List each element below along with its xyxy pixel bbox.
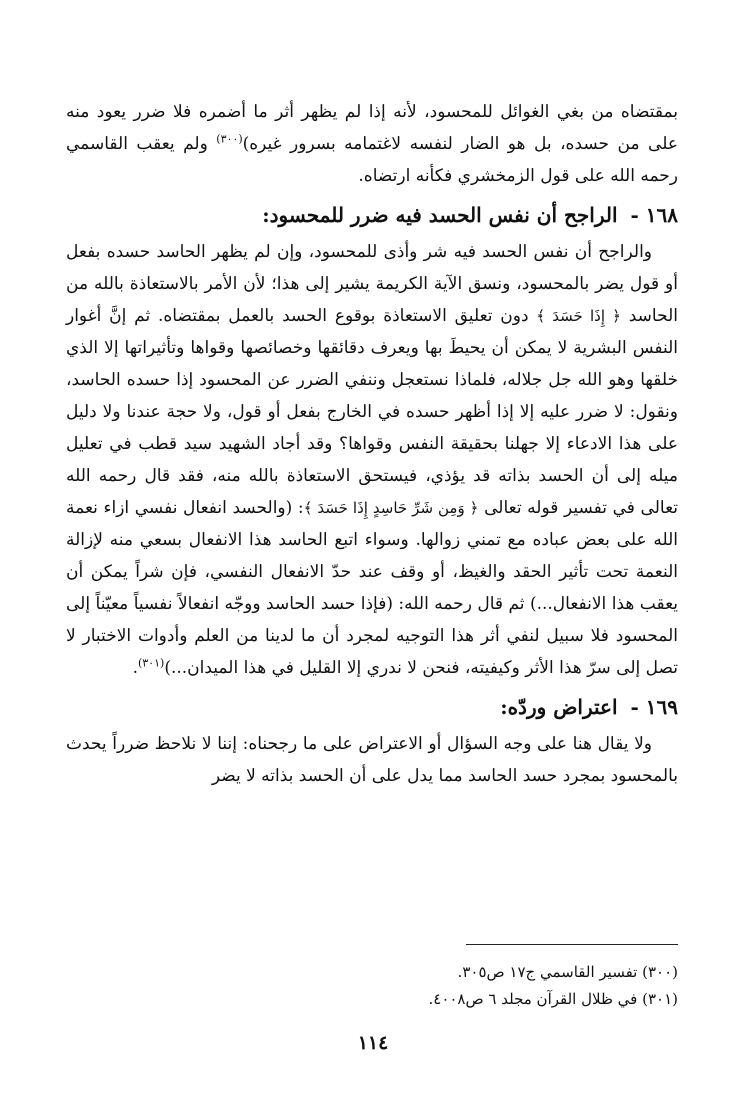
section-title-169: اعتراض وردّه: bbox=[500, 695, 618, 719]
footnote-ref-300[interactable]: (٣٠٠) bbox=[216, 132, 243, 146]
footnote-ref-301[interactable]: (٣٠١) bbox=[138, 656, 165, 670]
page-body bbox=[66, 96, 678, 1086]
page-number: ١١٤ bbox=[357, 1032, 389, 1054]
paragraph-2-text-c: : (والحسد انفعال نفسي ازاء نعمة الله على بعض عباده مع تمني زوالها. وسواء اتبع الحاسد هذا الانفعال بسعي منه لإزالة النعمة تحت تأثير الحقد والغيظ، أو وقف عند حدّ الانفعال النفسي، فإن شراً يمكن أن يعقب هذا الانفعال...) ثم قال رحمه الله: (فإذا حسد الحاسد ووجّه انفعالاً نفسياً معيّناً إلى المحسود فلا سبيل لنفي أثر هذا التوجيه لمجرد أن ما لدينا من العلم وأدوات الاختبار لا تصل إلى سرّ هذا الأثر وكيفيته، فنحن لا ندري إلا القليل في هذا الميدان...) bbox=[66, 498, 678, 678]
paragraph-2-text-b: دون تعليق الاستعاذة بوقوع الحسد بالعمل بمقتضاه. ثم إنَّ أغوار النفس البشرية لا يمكن أن يحيطَ بها ويعرف دقائقها وخصائصها وقواها وتأثيراتها إلا الذي خلقها وهو الله جل جلاله، فلماذا نستعجل وننفي الضرر عن المحسود إذا حسده الحاسد، ونقول: لا ضرر عليه إلا إذا أظهر حسده في الخارج بفعل أو قول، ولا حجة عندنا ولا دليل على هذا الادعاء إلا جهلنا بحقيقة النفس وقواها؟ وقد أجاد الشهيد سيد قطب في تعليل ميله إلى أن الحسد بذاته قد يؤذي، فيستحق الاستعاذة بالله منه، فقد قال رحمه الله تعالى في تفسير قوله تعالى bbox=[66, 306, 679, 518]
footnote-301: (٣٠١) في ظلال القرآن مجلد ٦ ص٤٠٠٨. bbox=[428, 990, 678, 1008]
footnotes bbox=[66, 944, 678, 1013]
paragraph-2-end: . bbox=[132, 658, 138, 678]
paragraph-1-tail: ولم يعقب القاسمي رحمه الله على قول الزمخشري فكأنه ارتضاه. bbox=[66, 134, 678, 186]
paragraph-3: ولا يقال هنا على وجه السؤال أو الاعتراض على ما رجحناه: إننا لا نلاحظ ضرراً يحدث بالمحسود بمجرد حسد الحاسد مما يدل على أن الحسد بذاته لا يضر bbox=[66, 734, 678, 786]
section-title-168: الراجح أن نفس الحسد فيه ضرر للمحسود: bbox=[262, 203, 618, 227]
paragraph-2 bbox=[66, 236, 678, 684]
footnote-divider bbox=[466, 944, 678, 945]
section-number-168: ١٦٨ - bbox=[630, 203, 678, 227]
footnote-300: (٣٠٠) تفسير القاسمي ج١٧ ص٣٠٥. bbox=[457, 963, 678, 981]
section-heading-169 bbox=[66, 690, 678, 724]
paragraph-1-text: بمقتضاه من بغي الغوائل للمحسود، لأنه إذا لم يظهر أثر ما أضمره فلا ضرر يعود منه على من حسده، بل هو الضار لنفسه لاغتمامه بسرور غيره) bbox=[66, 102, 678, 154]
quran-quote-2: ﴿ وَمِن شَرِّ حَاسِدٍ إِذَا حَسَدَ ﴾ bbox=[303, 499, 479, 517]
paragraph-1 bbox=[66, 96, 678, 192]
paragraph-2-text-a: والراجح أن نفس الحسد فيه شر وأذى للمحسود، وإن لم يظهر الحاسد حسده بفعل أو قول يضر بالمحسود، ونسق الآية الكريمة يشير إلى هذا؛ لأن الأمر بالاستعاذة بالله من الحاسد bbox=[66, 242, 678, 326]
section-number-169: ١٦٩ - bbox=[630, 695, 678, 719]
quran-quote-1: ﴿ إِذَا حَسَدَ ﴾ bbox=[536, 307, 621, 325]
section-heading-168 bbox=[66, 198, 678, 232]
